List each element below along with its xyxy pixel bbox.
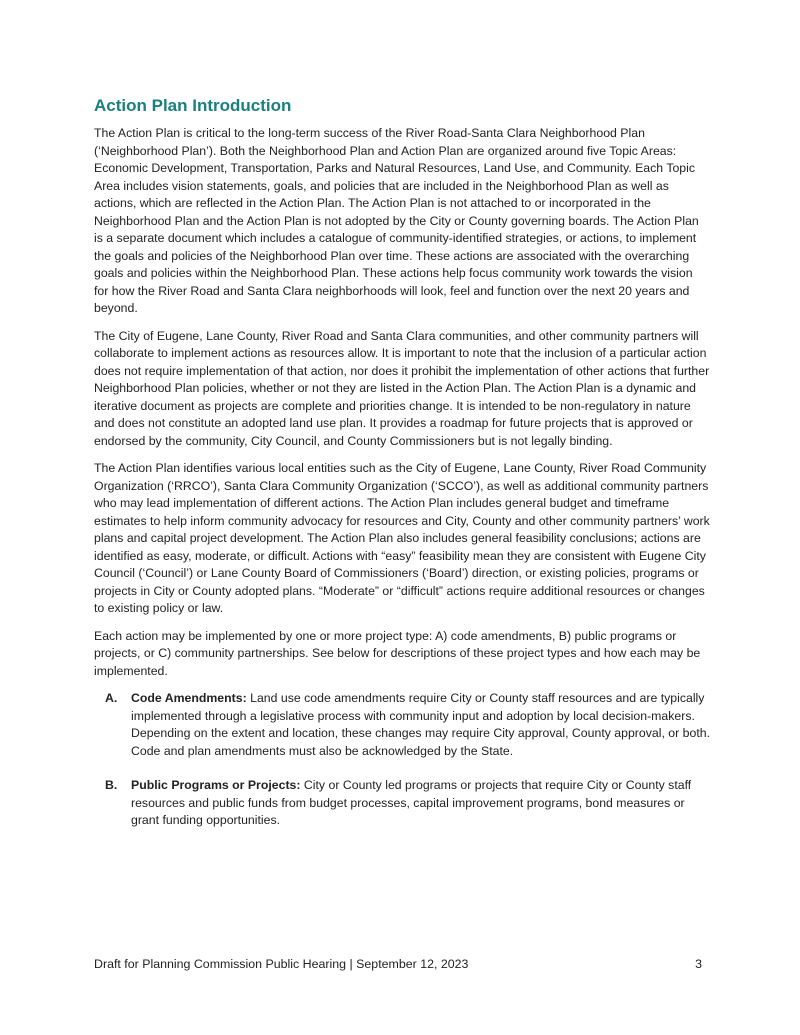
list-item-label: Public Programs or Projects: [131, 778, 301, 792]
footer-draft-text: Draft for Planning Commission Public Hearing | September 12, 2023 [94, 957, 469, 971]
list-item-text: Land use code amendments require City or County staff resources and are typically implemented through a legislative process with community input and adoption by local decision-makers. Depending on the extent and location, these changes may require City approval, County approval, or both. Code and plan amendments must also be acknowledged by the State. [131, 691, 710, 758]
list-item-code-amendments [94, 690, 710, 760]
page-footer [94, 956, 710, 973]
page-number: 3 [695, 957, 702, 971]
list-marker-b: B. [105, 778, 118, 792]
paragraph-intro: The Action Plan is critical to the long-term success of the River Road-Santa Clara Neighborhood Plan (‘Neighborhood Plan’). Both the Neighborhood Plan and Action Plan are organized around five Topic Areas: Economic Development, Transportation, Parks and Natural Resources, Land Use, and Community. Each Topic Area includes vision statements, goals, and policies that are included in the Neighborhood Plan as well as actions, which are reflected in the Action Plan. The Action Plan is not attached to or incorporated in the Neighborhood Plan and the Action Plan is not adopted by the City or County governing boards. The Action Plan is a separate document which includes a catalogue of community-identified strategies, or actions, to implement the goals and policies of the Neighborhood Plan over time. These actions are associated with the overarching goals and policies within the Neighborhood Plan. These actions help focus community work towards the vision for how the River Road and Santa Clara neighborhoods will look, feel and function over the next 20 years and beyond. [94, 126, 699, 315]
paragraph-collaboration: The City of Eugene, Lane County, River Road and Santa Clara communities, and other community partners will collaborate to implement actions as resources allow. It is important to note that the inclusion of a particular action does not require implementation of that action, nor does it prohibit the implementation of other actions that further Neighborhood Plan policies, whether or not they are listed in the Action Plan. The Action Plan is a dynamic and iterative document as projects are complete and priorities change. It is intended to be non-regulatory in nature and does not constitute an adopted land use plan. It provides a roadmap for future projects that is approved or endorsed by the community, City Council, and County Commissioners but is not legally binding. [94, 328, 710, 448]
paragraph-project-types: Each action may be implemented by one or more project type: A) code amendments, B) public programs or projects, or C) community partnerships. See below for descriptions of these project types and how each may be implemented. [94, 628, 701, 678]
list-item-text: City or County led programs or projects that require City or County staff resources and public funds from budget processes, capital improvement programs, bond measures or grant funding opportunities. [131, 778, 692, 827]
project-type-list [94, 690, 710, 830]
page-title: Action Plan Introduction [94, 96, 292, 115]
list-marker-a: A. [105, 691, 118, 705]
list-item-body [131, 690, 710, 760]
list-item-body [131, 777, 710, 830]
paragraph-entities: The Action Plan identifies various local entities such as the City of Eugene, Lane County, River Road Community Organization (‘RRCO’), Santa Clara Community Organization (‘SCCO’), as well as additional community partners who may lead implementation of different actions. The Action Plan includes general budget and timeframe estimates to help inform community advocacy for resources and City, County and other community partners’ work plans and capital project development. The Action Plan also includes general feasibility conclusions; actions are identified as easy, moderate, or difficult. Actions with “easy” feasibility mean they are consistent with Eugene City Council (‘Council’) or Lane County Board of Commissioners (‘Board’) direction, or existing policies, programs or projects in City or County adopted plans. “Moderate” or “difficult” actions require additional resources or changes to existing policy or law. [94, 461, 710, 615]
list-item-public-programs [94, 777, 710, 830]
list-item-label: Code Amendments: [131, 691, 247, 705]
